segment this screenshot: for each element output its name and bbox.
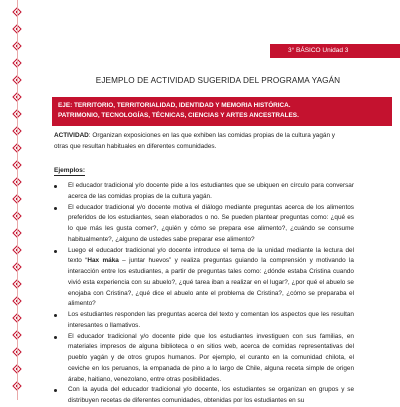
decorative-left-border	[0, 0, 36, 400]
ejemplos-heading	[54, 167, 85, 174]
list-item	[54, 385, 354, 407]
eje-line-1: EJE: TERRITORIO, TERRITORIALIDAD, IDENTIDAD Y MEMORIA HISTÓRICA.	[58, 102, 291, 109]
actividad-paragraph	[54, 131, 342, 152]
list-item-text: El educador tradicional y/o docente pide que los estudiantes investiguen con sus familias, en materiales impresos de alguna biblioteca o en sitios web, acerca de comidas representativas del pueblo yagán y de otros grupos humanos. Por ejemplo, el curanto en la comunidad chilota, el ceviche en los peruanos, la empanada de pino a lo largo de Chile, alguna receta simple de origen árabe, haitiano, venezolano, entre otras posibilidades.	[68, 332, 354, 383]
eje-line-2: PATRIMONIO, TECNOLOGÍAS, TÉCNICAS, CIENCIAS Y ARTES ANCESTRALES.	[58, 111, 299, 119]
list-item-text: Los estudiantes responden las preguntas acerca del texto y comentan los aspectos que les resultan interesantes o llamativos.	[68, 311, 354, 329]
grade-unit-badge: 3° BÁSICO Unidad 3	[270, 44, 400, 58]
examples-list	[54, 181, 354, 407]
list-item-text: Luego el educador tradicional y/o docente introduce el tema de la unidad mediante la lectura del texto “	[68, 246, 354, 265]
list-item-text: El educador tradicional y/o docente motiva el diálogo mediante preguntas acerca de los alimentos preferidos de los estudiantes, sean elaborados o no. Se pueden plantear preguntas como: ¿qué es lo que más les gusta comer?, ¿quién y cómo se prepara ese alimento?, ¿cuándo se consume habitualmente?, ¿alguno de ustedes sabe preparar ese alimento?	[68, 203, 354, 243]
pattern-icons	[0, 0, 36, 400]
list-item-text: El educador tradicional y/o docente pide a los estudiantes que se ubiquen en círculo para conversar acerca de las comidas propias de la cultura yagán.	[68, 182, 354, 200]
list-item	[54, 246, 354, 311]
eje-box	[52, 97, 392, 126]
actividad-label: ACTIVIDAD	[54, 132, 89, 139]
border-line	[17, 0, 18, 400]
list-item	[54, 310, 354, 332]
list-item-text-cont: – juntar huevos” y realiza preguntas guiando la comprensión y motivando la interacción entre los estudiantes, a partir de preguntas tales como: ¿dónde estaba Cristina cuando vivió esta experiencia con su abuelo?, ¿qué tarea iban a realizar en el lugar?, ¿por qué el abuelo se enojaba con Cristina?, ¿qué dice el abuelo ante el problema de Cristina?, ¿cómo se preparaba el alimento?	[68, 257, 354, 308]
list-item-text: Con la ayuda del educador tradicional y/o docente, los estudiantes se organizan en grupos y se distribuyen recetas de diferentes comunidades, obtenidas por los estudiantes en su	[68, 386, 354, 404]
ejemplos-label: Ejemplos	[54, 167, 83, 174]
page-title: EJEMPLO DE ACTIVIDAD SUGERIDA DEL PROGRAMA YAGÁN	[95, 76, 341, 85]
list-item	[54, 181, 354, 203]
list-item	[54, 332, 354, 386]
actividad-text: : Organizan exposiciones en las que exhiben las comidas propias de la cultura yagán y otras que resultan habituales en diferentes comunidades.	[54, 132, 335, 150]
list-item-bold: Hax máka	[87, 257, 119, 265]
ejemplos-colon: :	[82, 167, 86, 174]
list-item	[54, 203, 354, 246]
